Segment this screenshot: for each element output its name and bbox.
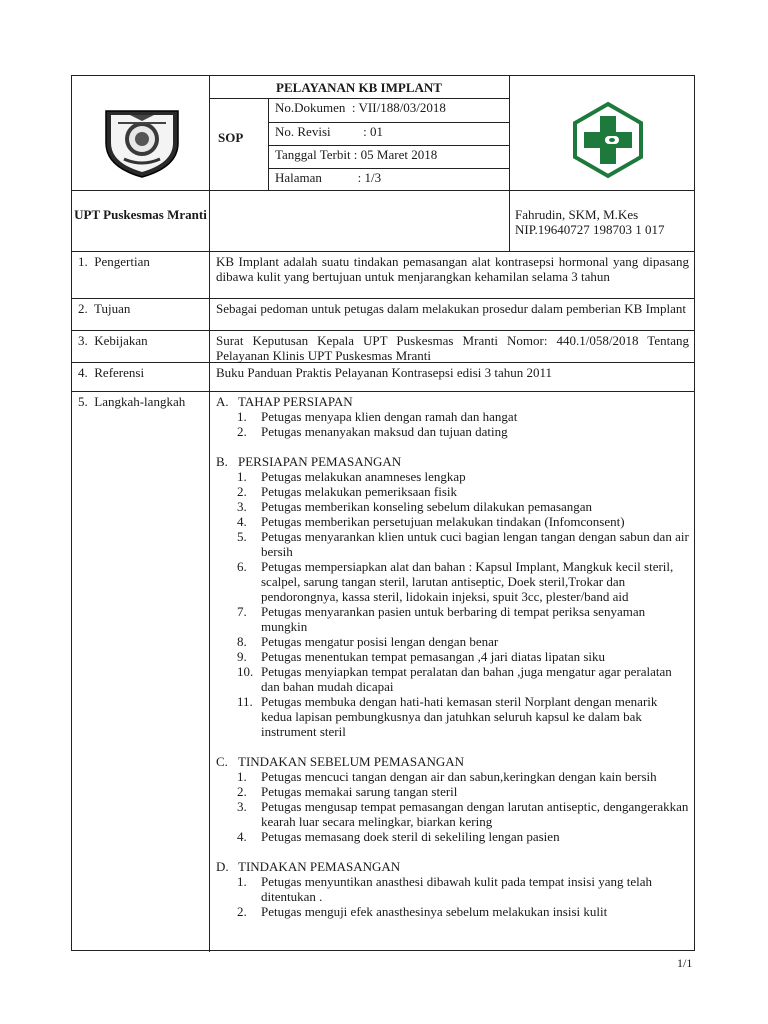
item-text: Petugas menyiapkan tempat peralatan dan bahan ,juga mengatur agar peralatan dan bahan mudah dicapai: [261, 664, 672, 694]
list-item: [216, 649, 690, 664]
steps-content: [216, 394, 690, 919]
row-label-pengertian: 1. Pengertian: [78, 254, 150, 269]
item-text: Petugas memakai sarung tangan steril: [261, 784, 458, 799]
divider: [268, 98, 269, 190]
list-item: [216, 499, 690, 514]
item-text: Petugas mempersiapkan alat dan bahan : Kapsul Implant, Mangkuk kecil steril, scalpel, sarung tangan steril, larutan antiseptic, Doek steril,Trokar dan pendorongnya, kassa steril, lidokain injeksi, spuit 3cc, plester/band aid: [261, 559, 674, 604]
section-title: [216, 394, 690, 409]
item-text: Petugas menentukan tempat pemasangan ,4 jari diatas lipatan siku: [261, 649, 606, 664]
row-content-kebijakan: Surat Keputusan Kepala UPT Puskesmas Mranti Nomor: 440.1/058/2018 Tentang Pelayanan Klinis UPT Puskesmas Mranti: [216, 333, 689, 363]
row-label-referensi: 4. Referensi: [78, 365, 145, 380]
divider: [72, 190, 694, 191]
item-text: Petugas mengusap tempat pemasangan dengan larutan antiseptic, dengangerakkan kearah luar secara melingkar, biarkan kering: [261, 799, 689, 829]
section-title: [216, 859, 690, 874]
divider: [72, 298, 694, 299]
page-title: PELAYANAN KB IMPLANT: [276, 80, 442, 95]
list-item: [216, 874, 690, 904]
list-item: [216, 484, 690, 499]
item-number: 2.: [237, 784, 247, 799]
page-number: 1/1: [677, 956, 693, 970]
item-number: 1.: [237, 874, 247, 889]
divider: [268, 122, 509, 123]
section-letter: B.: [216, 454, 228, 469]
page-count: Halaman : 1/3: [275, 170, 382, 185]
divider: [209, 76, 210, 952]
item-text: Petugas menyapa klien dengan ramah dan hangat: [261, 409, 518, 424]
item-number: 9.: [237, 649, 247, 664]
sop-document: [71, 75, 695, 951]
list-item: [216, 469, 690, 484]
item-number: 4.: [237, 829, 247, 844]
list-item: [216, 409, 690, 424]
item-text: Petugas membuka dengan hati-hati kemasan steril Norplant dengan menarik kedua lapisan pembungkusnya dan jatuhkan seluruh kapsul ke dalam bak instrument steril: [261, 694, 658, 739]
item-text: Petugas menanyakan maksud dan tujuan dating: [261, 424, 508, 439]
issue-date: Tanggal Terbit : 05 Maret 2018: [275, 147, 438, 162]
item-number: 1.: [237, 409, 247, 424]
item-text: Petugas melakukan pemeriksaan fisik: [261, 484, 458, 499]
row-label-kebijakan: 3. Kebijakan: [78, 333, 148, 348]
item-text: Petugas menyarankan klien untuk cuci bagian lengan tangan dengan sabun dan air bersih: [261, 529, 689, 559]
puskesmas-green-cross-icon: [569, 101, 647, 184]
section-heading: TINDAKAN PEMASANGAN: [238, 859, 401, 874]
list-item: [216, 529, 690, 559]
row-content-pengertian: KB Implant adalah suatu tindakan pemasangan alat kontrasepsi hormonal yang dipasang dibawa kulit yang bertujuan untuk menjarangkan kehamilan selama 3 tahun: [216, 254, 689, 284]
sop-label: SOP: [218, 130, 244, 145]
organization-name: UPT Puskesmas Mranti: [74, 207, 207, 222]
regional-government-crest-icon: [102, 101, 182, 186]
section-d: [216, 859, 690, 919]
item-number: 6.: [237, 559, 247, 574]
revision-number: No. Revisi : 01: [275, 124, 383, 139]
item-number: 3.: [237, 799, 247, 814]
divider: [209, 98, 509, 99]
signatory-name: Fahrudin, SKM, M.Kes: [515, 207, 639, 222]
row-content-referensi: Buku Panduan Praktis Pelayanan Kontrasepsi edisi 3 tahun 2011: [216, 365, 553, 380]
section-a: [216, 394, 690, 439]
list-item: [216, 904, 690, 919]
list-item: [216, 769, 690, 784]
divider: [268, 168, 509, 169]
divider: [268, 145, 509, 146]
divider: [509, 76, 510, 251]
section-b: [216, 454, 690, 739]
item-text: Petugas memberikan konseling sebelum dilakukan pemasangan: [261, 499, 593, 514]
item-text: Petugas memberikan persetujuan melakukan tindakan (Infomconsent): [261, 514, 625, 529]
section-heading: PERSIAPAN PEMASANGAN: [238, 454, 402, 469]
section-letter: C.: [216, 754, 228, 769]
list-item: [216, 559, 690, 604]
divider: [72, 330, 694, 331]
item-number: 1.: [237, 769, 247, 784]
list-item: [216, 514, 690, 529]
item-number: 2.: [237, 424, 247, 439]
section-title: [216, 454, 690, 469]
item-number: 7.: [237, 604, 247, 619]
section-letter: A.: [216, 394, 229, 409]
item-number: 2.: [237, 484, 247, 499]
list-item: [216, 829, 690, 844]
section-heading: TAHAP PERSIAPAN: [238, 394, 353, 409]
list-item: [216, 694, 690, 739]
item-number: 11.: [237, 694, 253, 709]
item-text: Petugas menyuntikan anasthesi dibawah kulit pada tempat insisi yang telah ditentukan .: [261, 874, 652, 904]
item-number: 10.: [237, 664, 254, 679]
item-text: Petugas mengatur posisi lengan dengan benar: [261, 634, 499, 649]
list-item: [216, 424, 690, 439]
divider: [72, 391, 694, 392]
list-item: [216, 784, 690, 799]
item-number: 2.: [237, 904, 247, 919]
item-number: 1.: [237, 469, 247, 484]
row-label-tujuan: 2. Tujuan: [78, 301, 131, 316]
list-item: [216, 799, 690, 829]
section-c: [216, 754, 690, 844]
item-number: 8.: [237, 634, 247, 649]
section-title: [216, 754, 690, 769]
item-text: Petugas menguji efek anasthesinya sebelum melakukan insisi kulit: [261, 904, 608, 919]
item-text: Petugas menyarankan pasien untuk berbaring di tempat periksa senyaman mungkin: [261, 604, 646, 634]
list-item: [216, 604, 690, 634]
item-text: Petugas melakukan anamneses lengkap: [261, 469, 466, 484]
divider: [72, 251, 694, 252]
item-text: Petugas mencuci tangan dengan air dan sabun,keringkan dengan kain bersih: [261, 769, 657, 784]
list-item: [216, 664, 690, 694]
item-number: 3.: [237, 499, 247, 514]
document-number: No.Dokumen : VII/188/03/2018: [275, 100, 446, 115]
row-content-tujuan: Sebagai pedoman untuk petugas dalam melakukan prosedur dalam pemberian KB Implant: [216, 301, 687, 316]
section-letter: D.: [216, 859, 229, 874]
item-text: Petugas memasang doek steril di sekeliling lengan pasien: [261, 829, 560, 844]
row-label-langkah: 5. Langkah-langkah: [78, 394, 186, 409]
signatory-nip: NIP.19640727 198703 1 017: [515, 222, 665, 237]
item-number: 5.: [237, 529, 247, 544]
list-item: [216, 634, 690, 649]
section-heading: TINDAKAN SEBELUM PEMASANGAN: [238, 754, 465, 769]
item-number: 4.: [237, 514, 247, 529]
